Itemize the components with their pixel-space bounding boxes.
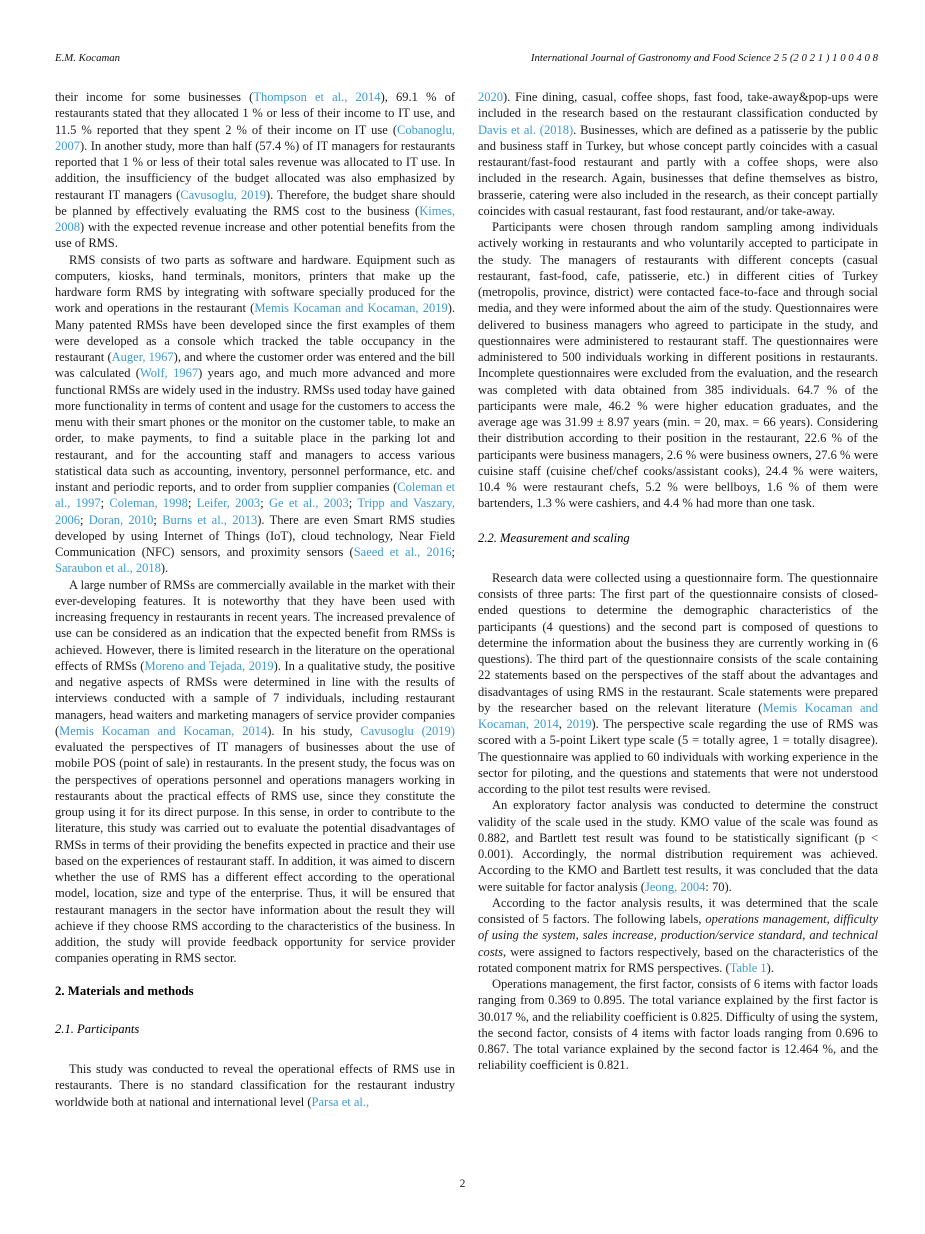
body-paragraph: their income for some businesses (Thompson et al., 2014), 69.1 % of restaurants stated that they allocated 1 % or less of their income to IT use, and 11.5 % reported that they spent 2 % of their income on IT use (Cobanoglu, 2007). In another study, more than half (57.4 %) of IT managers for restaurants reported that 1 % or less of their total sales revenue was allocated to IT use. In addition, the insufficiency of the budget allocated was also emphasized by restaurant IT managers (Cavusoglu, 2019). Therefore, the budget share should be planned by effectively evaluating the RMS cost to the business (Kimes, 2008) with the expected revenue increase and other potential benefits from the use of RMS.: [55, 90, 455, 251]
citation-link[interactable]: Saraubon et al., 2018: [55, 561, 161, 576]
citation-link[interactable]: Auger, 1967: [111, 350, 174, 364]
body-paragraph: Participants were chosen through random sampling among individuals actively working in restaurants and who voluntarily accepted to participate in the study. The managers of restaurants with different concepts (casual restaurant, fast-food, cafe, patisserie, etc.) in different cities of Turkey (metropolis, province, district) were contacted face-to-face and through social media, and they were informed about the aim of the study. Questionnaires were delivered to business managers who agreed to participate in the study, and questionnaires were administered to restaurant staff. The questionnaires were administered to 500 individuals working in different positions in restaurants. Incomplete questionnaires were excluded from the evaluation, and the research was completed with data obtained from 385 individuals. 64.7 % of the participants were male, 46.2 % were higher education graduates, and the average age was 31.99 ± 8.97 years (min. = 20, max. = 66 years). Considering their distribution according to their position in the restaurant, 22.6 % of the participants were business managers, 2.6 % were business owners, 27.6 % were cuisine staff (cuisine chef/chef cooks/assistant cooks), 24.4 % were waiters, 10.4 % were restaurant chefs, 5.2 % were bellboys, 1.6 % of them were bartenders, 1.3 % were cashiers, and 4.4 % had more than one task.: [478, 220, 878, 511]
citation-link[interactable]: Doran, 2010: [88, 512, 154, 527]
subsection-heading: 2.2. Measurement and scaling: [478, 530, 630, 545]
body-paragraph: RMS consists of two parts as software and hardware. Equipment such as computers, kiosks, hand terminals, monitors, printers that make up the hardware form RMS by integrating with software specially produced for the work and operations in the restaurant (Memis Kocaman and Kocaman, 2019). Many patented RMSs have been developed since the first examples of them were developed as a console which tracked the table occupancy in the restaurant (Auger, 1967), and where the customer order was entered and the bill was calculated (Wolf, 1967) years ago, and much more advanced and more functional RMSs are widely used in the industry. RMSs used today have gained more functionality in terms of content and usage for the customers to access the menu with their smart phones or the monitor on the customer table, to make an order, to make payments, to find a suitable place in the parking lot and restaurant, and for the accounting staff and managers to access various statistical data such as accounting, inventory, personnel performance, etc. and instant and periodic reports, and to order from supplier companies (Coleman et al., 1997; Coleman, 1998; Leifer, 2003; Ge et al., 2003; Tripp and Vaszary, 2006; Doran, 2010; Burns et al., 2013). There are even Smart RMS studies developed by using Internet of Things (IoT), cloud technology, Near Field Communication (NFC) sensors, and proximity sensors (Saeed et al., 2016; Saraubon et al., 2018).: [55, 252, 456, 576]
citation-link[interactable]: Coleman, 1998: [109, 496, 188, 511]
body-paragraph: Operations management, the first factor, consists of 6 items with factor loads ranging from 0.369 to 0.895. The total variance explained by the first factor is 30.017 %, and the reliability coefficient is 0.825. Difficulty of using the system, the second factor, consists of 4 items with factor loads ranging from 0.696 to 0.867. The total variance explained by the second factor is 12.464 %, and the reliability coefficient is 0.821.: [478, 977, 878, 1073]
body-paragraph: 2020). Fine dining, casual, coffee shops, fast food, take-away&pop-ups were included in the research based on the restaurant classification conducted by Davis et al. (2018). Businesses, which are defined as a patisserie by the public and business staff in Turkey, but whose concept partly coincides with a casual restaurant/fast-food restaurant and partly with a coffee shops, were also included in the research. Again, businesses that define themselves as bistro, brasserie, catering were also included in the research, as their concept partially coincides with casual restaurant, fast food restaurant, and/or take-away.: [478, 90, 878, 218]
citation-link[interactable]: Davis et al. (2018): [478, 122, 574, 137]
citation-link[interactable]: Memis Kocaman and Kocaman, 2014: [59, 723, 268, 738]
body-paragraph: Research data were collected using a questionnaire form. The questionnaire consists of three parts: The first part of the questionnaire consists of closed-ended questions to determine the demographic characteristics of the participants (4 questions) and the second part is composed of questions to determine the information about the business they are currently working in (6 questions). The third part of the questionnaire consists of the scale containing 22 statements based on the perspectives of the staff about the advantages and disadvantages of using RMS in the restaurant. Scale statements were prepared by the researcher based on the relevant literature (Memis Kocaman and Kocaman, 2014, 2019). The perspective scale regarding the use of RMS was scored with a 5-point Likert type scale (5 = totally agree, 1 = totally disagree). The questionnaire was applied to 60 individuals with working experience in the sector for piloting, and the questions and statements that were not understood according to the pilot test results were revised.: [478, 570, 878, 796]
page-number: 2: [459, 1178, 466, 1190]
citation-link[interactable]: 2019: [566, 717, 592, 731]
citation-link[interactable]: Burns et al., 2013: [162, 512, 258, 527]
running-head-journal: International Journal of Gastronomy and Food Science 2 5 (2 0 2 1 ) 1 0 0 4 0 8: [530, 52, 878, 64]
citation-link[interactable]: Coleman et al., 1997: [55, 480, 455, 511]
body-paragraph: According to the factor analysis results, it was determined that the scale consisted of 5 factors. The following labels, operations management, difficulty of using the system, sales increase, production/service standard, and technical costs, were assigned to factors respectively, based on the characteristics of the rotated component matrix for RMS perspectives. (Table 1).: [478, 895, 879, 975]
citation-link[interactable]: Tripp and Vaszary, 2006: [55, 496, 455, 527]
citation-link[interactable]: Leifer, 2003: [196, 496, 261, 511]
running-head: [55, 52, 878, 64]
body-paragraph: This study was conducted to reveal the operational effects of RMS use in restaurants. There is no standard classification for the restaurant industry worldwide both at national and international level (Parsa et al.,: [55, 1062, 455, 1109]
citation-link[interactable]: Moreno and Tejada, 2019: [144, 658, 274, 673]
citation-link[interactable]: Cavusoglu (2019): [360, 723, 455, 738]
citation-link[interactable]: Memis Kocaman and Kocaman, 2019: [254, 301, 448, 316]
section-heading: 2. Materials and methods: [55, 983, 194, 998]
citation-link[interactable]: Thompson et al., 2014: [253, 90, 381, 104]
body-paragraph: An exploratory factor analysis was conducted to determine the construct validity of the scale used in the study. KMO value of the scale was found as 0.882, and Bartlett test result was found to be statistically significant (p < 0.001). Accordingly, the normal distribution requirement was achieved. According to the KMO and Bartlett test results, it was concluded that the data were suitable for factor analysis (Jeong, 2004: 70).: [478, 798, 878, 894]
citation-link[interactable]: Cavusoglu, 2019: [180, 187, 266, 202]
subsection-heading: 2.1. Participants: [55, 1021, 140, 1036]
citation-link[interactable]: Kimes, 2008: [55, 203, 455, 234]
citation-link[interactable]: Ge et al., 2003: [268, 496, 349, 511]
running-head-author: E.M. Kocaman: [55, 52, 121, 64]
citation-link[interactable]: Memis Kocaman and Kocaman, 2014: [478, 700, 878, 731]
emphasis-text: operations management, difficulty of using the system, sales increase, production/service standard, and technical costs: [478, 912, 879, 959]
two-column-body: [55, 89, 878, 1110]
citation-link[interactable]: Jeong, 2004: [644, 879, 706, 894]
citation-link[interactable]: Cobanoglu, 2007: [55, 122, 455, 153]
right-column: [478, 89, 878, 1110]
body-paragraph: A large number of RMSs are commercially available in the market with their ever-developing features. It is noteworthy that they have been used with increasing frequency in restaurants in recent years. The increased prevalence of use can be considered as an indication that the expected benefit from RMSs is achieved. However, there is limited research in the literature on the operational effects of RMSs (Moreno and Tejada, 2019). In a qualitative study, the positive and negative aspects of RMSs were determined in line with the results of interviews conducted with a sample of 7 individuals, including restaurant managers, head waiters and marketing managers of service provider companies (Memis Kocaman and Kocaman, 2014). In his study, Cavusoglu (2019) evaluated the perspectives of IT managers of businesses about the use of mobile POS (point of sale) in restaurants. In the present study, the focus was on the perspectives of operations personnel and operations managers working in restaurants about the practical effects of RMS use, since they constitute the group using it for its direct purpose. In this sense, in order to contribute to the literature, this study was carried out to evaluate the potential disadvantages of RMSs in terms of their providing the benefits expected in practice and their use based on the experiences of restaurant staff. In addition, it was aimed to discern whether the use of RMS has a different effect according to the operational model, location, size and type of the enterprise. Thus, it will be ensured that restaurant managers in the sector have information about the result they will achieve if they choose RMS according to the characteristics of the business. In addition, the study will provide feedback opportunity for service provider companies operating in RMS sector.: [55, 577, 455, 966]
citation-link[interactable]: Saeed et al., 2016: [353, 545, 452, 559]
citation-link[interactable]: Table 1: [729, 960, 767, 975]
citation-link[interactable]: Parsa et al.,: [311, 1094, 370, 1109]
citation-link[interactable]: Wolf, 1967: [139, 366, 199, 381]
citation-link[interactable]: 2020: [478, 90, 503, 104]
page-footer: [0, 1178, 925, 1190]
left-column: [55, 89, 455, 1110]
